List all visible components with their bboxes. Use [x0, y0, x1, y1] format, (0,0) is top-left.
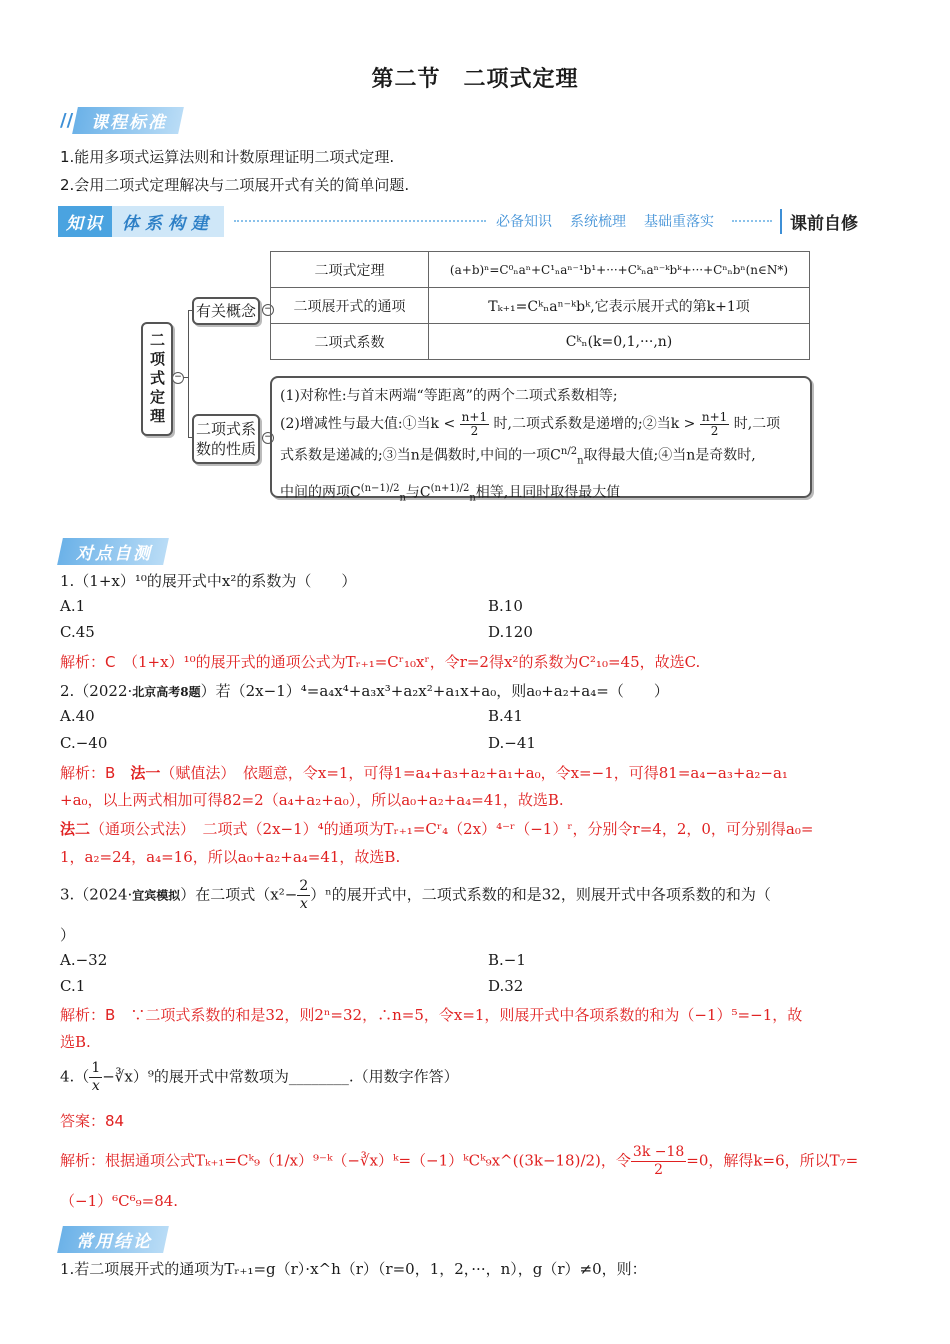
prop-text: 式系数是递减的;③当n是偶数时,中间的一项C [280, 447, 561, 464]
analysis-label: 解析：C [60, 653, 116, 671]
q3-option-b: B.−1 [488, 951, 526, 969]
question-3-stem-cont: ） [60, 926, 76, 944]
q2-option-a: A.40 [60, 707, 95, 725]
dotted-divider-2 [732, 220, 772, 222]
table-row [271, 252, 810, 288]
node-concepts-text: 有关概念 [195, 302, 256, 320]
fraction: $\frac{n+1}{2}$ [461, 409, 488, 438]
prop-text: (2)增减性与最大值:①当k < [280, 416, 456, 432]
table-cell-value: Cᵏₙ(k=0,1,···,n) [429, 324, 810, 360]
prop-text: 取得最大值;④当n是奇数时, [583, 447, 756, 464]
course-standard-banner [60, 107, 181, 133]
knowledge-bar [58, 206, 858, 236]
q3-analysis-line2: 选B. [60, 1033, 91, 1051]
standard-item-1: 1.能用多项式运算法则和计数原理证明二项式定理. [60, 148, 395, 166]
fraction: $\frac{3k -18}{2}$ [632, 1144, 685, 1178]
q3-option-a: A.−32 [60, 951, 108, 969]
q2-analysis-line2: +a₀，以上两式相加可得82=2（a₄+a₂+a₀），所以a₀+a₂+a₄=41，故选B. [60, 791, 564, 809]
q1-option-d: D.120 [488, 623, 533, 641]
analysis-text: （1+x）¹⁰的展开式的通项公式为Tᵣ₊₁=Cʳ₁₀xʳ，令r=2得x²的系数为C²₁₀=45，故选C. [130, 653, 701, 671]
system-build-tag: 体系构建 [112, 206, 224, 237]
prop-line-4: 中间的两项$C^{(n-1)/2}_n$与$C^{(n+1)/2}_n$相等,且同时取得最大值 [280, 483, 621, 504]
conclusion-line-1: 1.若二项展开式的通项为Tᵣ₊₁=g（r）·x^h（r）（r=0，1，2，···，n），g（r）≠0，则： [60, 1260, 647, 1278]
q1-option-a: A.1 [60, 597, 86, 615]
q4-analysis-line2: （−1）⁶C⁶₉=84. [60, 1192, 179, 1210]
prop-line-1: (1)对称性:与首末两端“等距离”的两个二项式系数相等; [280, 388, 618, 404]
question-3-stem: 3.（2024·宜宾模拟）在二项式（x²− $\frac{2}{x}$ ）ⁿ的展开式中，二项式系数的和是32，则展开式中各项系数的和为（ [60, 878, 771, 912]
table-cell-value: (a+b)ⁿ=C⁰ₙaⁿ+C¹ₙaⁿ⁻¹b¹+···+Cᵏₙaⁿ⁻ᵏbᵏ+···+Cⁿₙbⁿ(n∈N*) [429, 252, 810, 288]
dotted-divider [234, 220, 486, 222]
table-row [271, 324, 810, 360]
sub-label-3: 基础重落实 [644, 214, 714, 230]
q2-analysis-line3: 法二（通项公式法） 二项式（2x−1）⁴的通项为Tᵣ₊₁=Cʳ₄（2x）⁴⁻ʳ（−1）ʳ，分别令r=4，2，0，可分别得a₀= [60, 820, 814, 838]
sub-label-1: 必备知识 [496, 214, 552, 230]
mindmap-root [141, 322, 173, 436]
q2-analysis-line4: 1，a₂=24，a₄=16，所以a₀+a₂+a₄=41，故选B. [60, 848, 401, 866]
conclusion-label: 常用结论 [76, 1231, 152, 1252]
table-cell-key: 二项式定理 [271, 252, 429, 288]
question-1-stem: 1.（1+x）¹⁰的展开式中x²的系数为（ ） [60, 572, 357, 590]
q4-answer: 答案：84 [60, 1112, 125, 1130]
table-cell-value: Tₖ₊₁=Cᵏₙaⁿ⁻ᵏbᵏ,它表示展开式的第k+1项 [429, 288, 810, 324]
properties-box [270, 376, 812, 504]
table-row [271, 288, 810, 324]
prop-line-3: 式系数是递减的;③当n是偶数时,中间的一项$C^{n/2}_n$取得最大值;④当n是奇数时, [280, 446, 756, 467]
q2-analysis-line1: 解析：B 法一（赋值法） 依题意，令x=1，可得1=a₄+a₃+a₂+a₁+a₀，令x=−1，可得81=a₄−a₃+a₂−a₁ [60, 764, 788, 782]
source-tag: 宜宾模拟 [132, 888, 181, 903]
pre-class-label: 课前自修 [780, 209, 858, 234]
source-tag: 北京高考8题 [132, 685, 201, 699]
fraction: $\frac{1}{x}$ [91, 1060, 101, 1094]
table-cell-key: 二项式系数 [271, 324, 429, 360]
question-2-stem: 2.（2022·北京高考8题）若（2x−1）⁴=a₄x⁴+a₃x³+a₂x²+a₁x+a₀，则a₀+a₂+a₄=（ ） [60, 682, 669, 700]
q1-analysis [60, 651, 700, 672]
q1-option-c: C.45 [60, 623, 95, 641]
table-cell-key: 二项展开式的通项 [271, 288, 429, 324]
self-test-label: 对点自测 [76, 543, 152, 564]
collapse-icon: − [172, 372, 184, 384]
prop-text: 与C [405, 485, 431, 502]
course-standard-label: 课程标准 [91, 112, 168, 133]
q3-option-c: C.1 [60, 977, 86, 995]
node-properties-line2: 数的性质 [195, 440, 256, 458]
mindmap-root-text: 二项式定理 [148, 331, 166, 427]
collapse-icon: − [262, 304, 274, 316]
page-title: 第二节 二项式定理 [371, 66, 579, 92]
question-4-stem: 4.（ $\frac{1}{x}$ −∛x）⁹的展开式中常数项为________.（用数字作答） [60, 1060, 459, 1094]
q2-option-d: D.−41 [488, 734, 536, 752]
fraction: $\frac{2}{x}$ [299, 878, 309, 912]
standard-item-2: 2.会用二项式定理解决与二项展开式有关的简单问题. [60, 176, 410, 194]
concept-table [270, 251, 810, 360]
slash-icon: // [60, 109, 74, 131]
q1-option-b: B.10 [488, 597, 523, 615]
node-properties-line1: 二项式系 [195, 420, 256, 438]
mindmap-node-properties [192, 414, 260, 464]
fraction: $\frac{n+1}{2}$ [701, 409, 728, 438]
prop-text: 相等,且同时取得最大值 [475, 485, 621, 502]
prop-text: 时,二项式系数是递增的;②当k > [493, 416, 696, 432]
prop-line-2 [280, 410, 802, 438]
prop-text: 时,二项 [733, 416, 781, 432]
q2-option-c: C.−40 [60, 734, 108, 752]
sub-label-2: 系统梳理 [570, 214, 626, 230]
q4-analysis-line1: 解析：根据通项公式Tₖ₊₁=Cᵏ₉（1/x）⁹⁻ᵏ（−∛x）ᵏ=（−1）ᵏCᵏ₉x^((3k−18)/2)，令 $\frac{3k -18}{2}$ =0，解得k=6，所以T₇= [60, 1144, 859, 1178]
q2-option-b: B.41 [488, 707, 523, 725]
q3-option-d: D.32 [488, 977, 524, 995]
conclusion-banner [60, 1226, 166, 1252]
self-test-banner [60, 538, 166, 564]
knowledge-tag: 知识 [58, 206, 112, 237]
q3-analysis-line1: 解析：B ∵二项式系数的和是32，则2ⁿ=32，∴n=5，令x=1，则展开式中各项系数的和为（−1）⁵=−1，故 [60, 1006, 803, 1024]
prop-text: 中间的两项C [280, 485, 361, 502]
collapse-icon: − [262, 432, 274, 444]
mindmap-node-concepts [192, 297, 260, 325]
